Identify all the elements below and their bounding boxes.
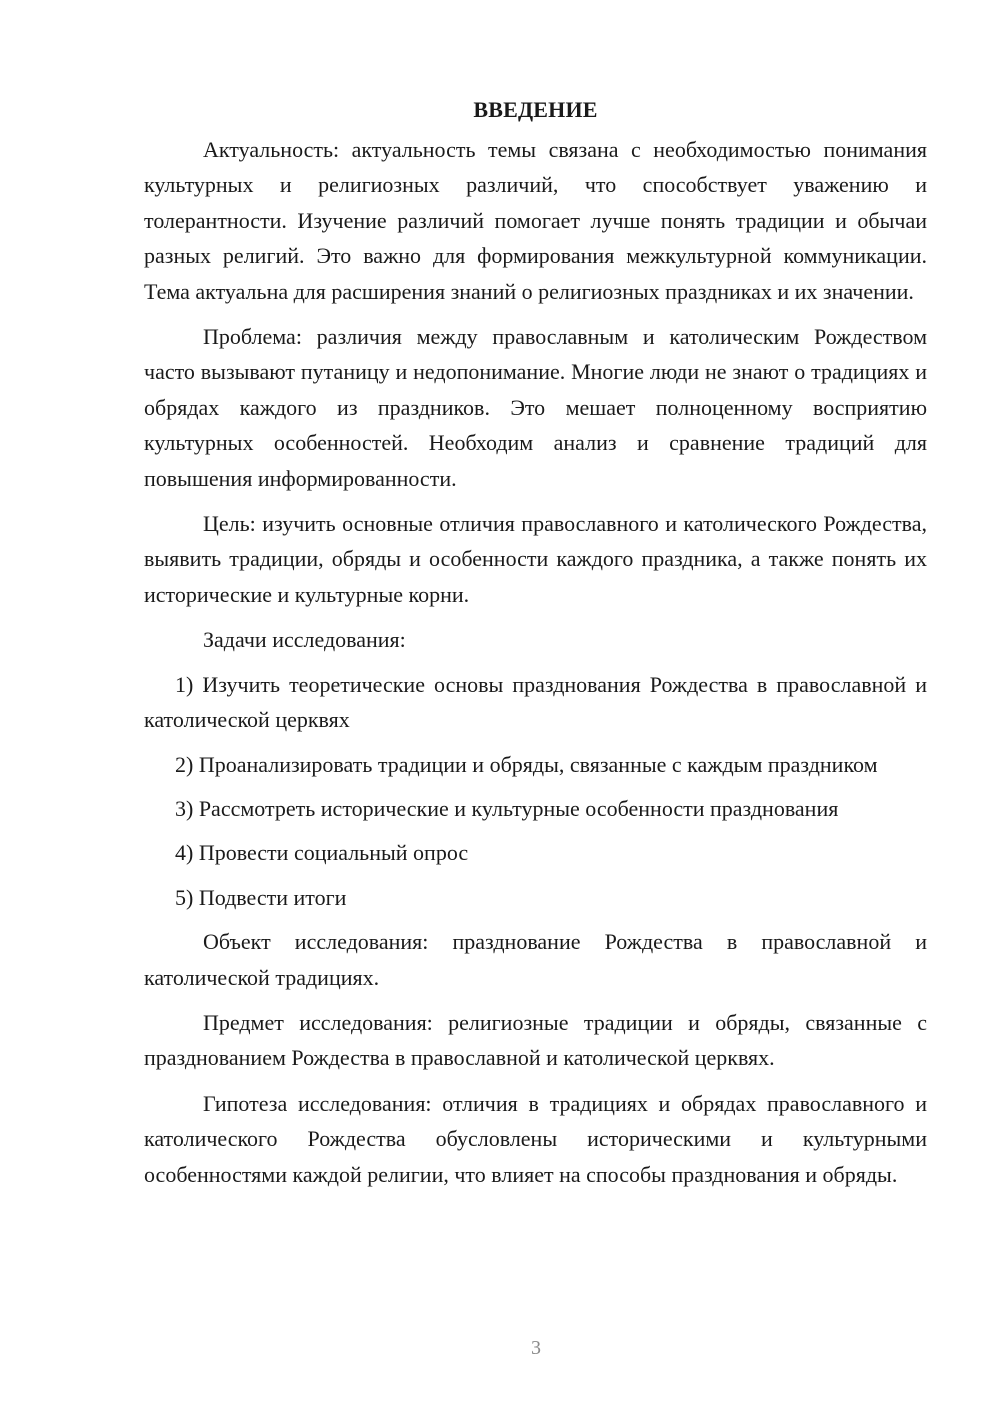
relevance-paragraph: Актуальность: актуальность темы связана с необходимостью понимания культурных и религиозных различий, что способствует уважению и толерантности. Изучение различий помогает лучше понять традиции и обычаи разных религий. Это важно для формирования межкультурной коммуникации. Тема актуальна для расширения знаний о религиозных праздниках и их значении. bbox=[144, 137, 927, 304]
page-content bbox=[144, 92, 927, 1202]
problem-paragraph: Проблема: различия между православным и католическим Рождеством часто вызывают путаницу и недопонимание. Многие люди не знают о традициях и обрядах каждого из праздников. Это мешает полноценному восприятию культурных особенностей. Необходим анализ и сравнение традиций для повышения информированности. bbox=[144, 324, 927, 491]
task-item: 5) Подвести итоги bbox=[175, 884, 347, 910]
page-number: 3 bbox=[531, 1337, 541, 1359]
object-paragraph: Объект исследования: празднование Рождества в православной и католической традициях. bbox=[144, 929, 927, 990]
hypothesis-paragraph: Гипотеза исследования: отличия в традициях и обрядах православного и католического Рождества обусловлены историческими и культурными особенностями каждой религии, что влияет на способы празднования и обряды. bbox=[144, 1090, 927, 1187]
task-item: 4) Провести социальный опрос bbox=[175, 840, 469, 866]
tasks-list bbox=[144, 667, 927, 915]
subject-paragraph: Предмет исследования: религиозные традиции и обряды, связанные с празднованием Рождества в православной и католической церквях. bbox=[144, 1009, 927, 1071]
tasks-heading: Задачи исследования: bbox=[203, 627, 406, 653]
page-title: ВВЕДЕНИЕ bbox=[473, 97, 598, 122]
task-item: 2) Проанализировать традиции и обряды, связанные с каждым праздником bbox=[175, 751, 878, 777]
goal-paragraph: Цель: изучить основные отличия православного и католического Рождества, выявить традиции, обряды и особенности каждого праздника, а также понять их исторические и культурные корни. bbox=[144, 511, 927, 607]
task-item: 1) Изучить теоретические основы празднования Рождества в православной и католической церквях bbox=[144, 671, 927, 733]
task-item: 3) Рассмотреть исторические и культурные особенности празднования bbox=[175, 795, 839, 821]
